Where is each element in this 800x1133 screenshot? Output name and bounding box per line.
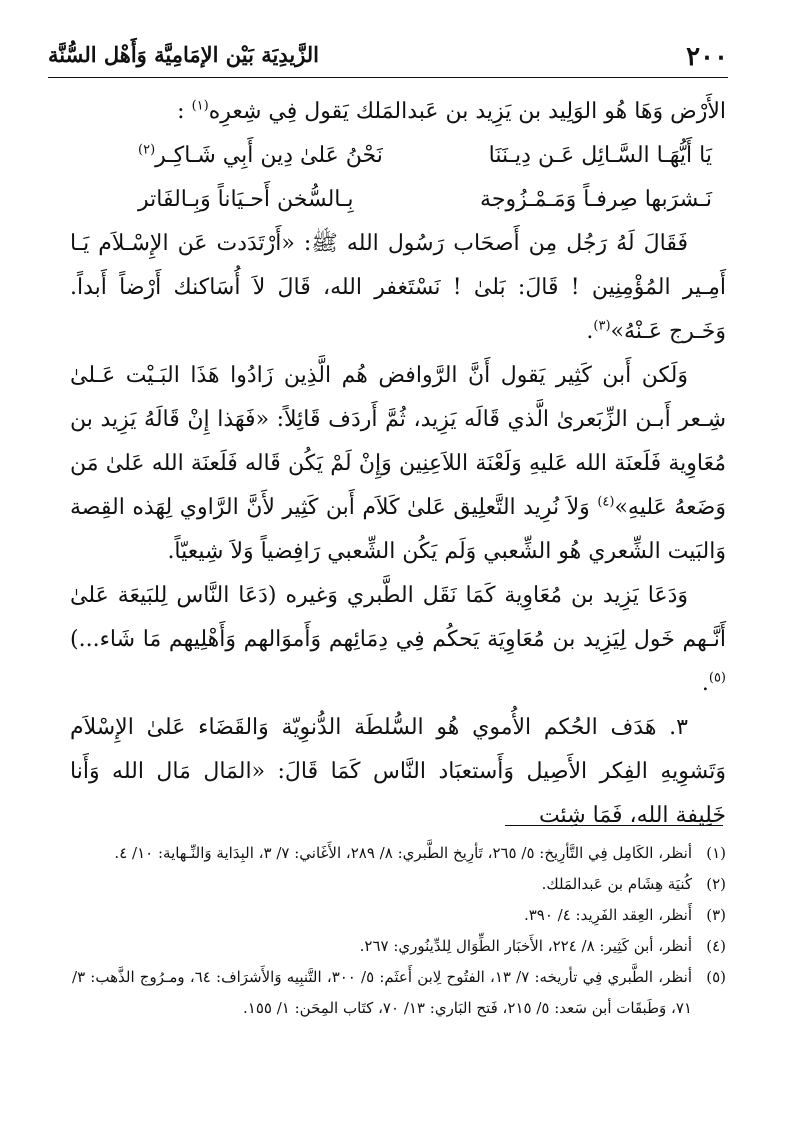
- footnote-text: أنظر، أبن كَثِير: ٨/ ٢٢٤، الأَخبَار الطِّوَال لِلدِّينُوري: ٢٦٧.: [359, 937, 692, 955]
- verse-hemistich: بِـالسُّخن أَحـيَاناً وَبِـالفَاتر: [138, 187, 354, 212]
- footnote: [72, 962, 726, 1024]
- page-number: ٢٠٠: [686, 42, 728, 72]
- footnote-ref: (٣): [593, 318, 611, 334]
- footnote-ref: (٢): [138, 142, 156, 158]
- footnote: [72, 931, 726, 962]
- verse-line: [70, 134, 726, 178]
- paragraph: [70, 90, 726, 134]
- paragraph: [70, 706, 726, 838]
- verse-line: [70, 178, 726, 222]
- footnote-number: (٤): [706, 937, 726, 955]
- verse-hemistich-container: [138, 134, 383, 178]
- footnote-ref: (٥): [708, 670, 726, 686]
- verse-hemistich: نَحْنُ عَلىٰ دِين أَبِي شَـاكِـر: [155, 143, 383, 168]
- footnote-text: أنظر، الكَامِل فِي التَّأرِيخ: ٥/ ٢٦٥، تَأرِيخ الطَّبري: ٨/ ٢٨٩، الأَغَاني: ٧/ ٣، البِدَاية وَالنِّـهاية: ١٠/ ٤.: [114, 844, 692, 862]
- footnote-number: (١): [706, 844, 726, 862]
- paragraph-text: الأَرْض وَهَا هُو الوَلِيد بن يَزِيد بن عَبدالمَلك يَقول فِي شِعرِه: [208, 99, 726, 124]
- verse-hemistich: يَا أَيُّهَـا السَّـائِل عَـن دِيـنَنَا: [488, 143, 712, 168]
- paragraph-text: وَلاَ نُرِيد التَّعلِيق عَلىٰ كَلاَم أَبن كَثِير لأَنَّ الرَّاوي لِهَذه القِصة وَالبَيت الشِّعري هُو الشِّعبي وَلَم يَكُن الشِّعبي رَافِضياً وَلاَ شِيعيّاً.: [70, 495, 726, 564]
- verse-hemistich: نَـشرَبها صِرفـاً وَمَـمْـزُوجة: [480, 187, 712, 212]
- footnote-text: أَنظر، العِقد الفَرِيد: ٤/ ٣٩٠.: [523, 906, 692, 924]
- footnote: [72, 900, 726, 931]
- paragraph: [70, 574, 726, 706]
- running-title: الزَّيدِيَة بَيْن الإمَامِيَّة وَأَهْل السُّنَّة: [48, 42, 320, 67]
- footnote-ref: (١): [191, 98, 209, 114]
- paragraph-text: فَقَالَ لَهُ رَجُل مِن أَصحَاب رَسُول الله ﷺ: «أَرْتَدَدت عَن الإِسْـلاَم يَـا أَمِـير المُؤْمِنِين ! قَالَ: بَلىٰ ! نَسْتَغفر الله، قَالَ لاَ أُسَاكنك أَرْضاً أَبداً. وَخَـرج عَـنْهُ»: [70, 231, 726, 344]
- page-header: [48, 36, 728, 76]
- footnote: [72, 838, 726, 869]
- footnote-ref: (٤): [597, 494, 615, 510]
- footnote: [72, 869, 726, 900]
- paragraph-text: :: [177, 99, 192, 124]
- paragraph-text: .: [701, 671, 709, 696]
- footnote-number: (٢): [706, 875, 726, 893]
- paragraph-text: وَدَعَا يَزِيد بن مُعَاوِية كَمَا نَقَل الطَّبري وَغيره (دَعَا النَّاس لِلبَيعَة عَلىٰ أَنَّـهم خَول لِيَزِيد بن مُعَاوِيَة يَحكُم فِي دِمَائِهم وَأَموَالهم وَأَهْلِيهم مَا شَاء...): [70, 583, 726, 652]
- paragraph: [70, 354, 726, 574]
- footnote-rule: [505, 825, 723, 826]
- footnote-number: (٥): [706, 968, 726, 986]
- footnote-number: (٣): [706, 906, 726, 924]
- header-rule: [48, 77, 728, 78]
- paragraph-text: وَلَكن أَبن كَثِير يَقول أَنَّ الرَّوافض هُم الَّذِين زَادُوا هَذَا البَـيْت عَـلىٰ شِـعر أَبـن الزِّبَعرىٰ الَّذي قَالَه يَزِيد، ثُمَّ أَردَف قَائِلاً: «فَهَذا إِنْ قَالَهُ يَزِيد بن مُعَاوِية فَلَعنَة الله عَليهِ وَلَعْنَة اللاَعِنِين وَإِنْ لَمْ يَكُن قَاله فَلَعنَة الله عَلىٰ مَن وَضَعهُ عَليهِ»: [70, 363, 726, 520]
- footnote-text: أنظر، الطَّبري فِي تأريخه: ٧/ ١٣، الفتُوح لِابن أَعثَم: ٥/ ٣٠٠، التَّنبِيه وَالأَشرَاف: ٦٤، ومـرُوج الذَّهب: ٣/ ٧١، وَطَبقَات أبن سَعد: ٥/ ٢١٥، فَتح البَاري: ١٣/ ٧٠، كتَاب المِحَن: ١/ ١٥٥.: [72, 968, 692, 1017]
- footnotes: [72, 838, 726, 1024]
- paragraph-text: .: [586, 319, 594, 344]
- footnote-text: كُنيَة هِشَام بن عَبدالمَلك.: [541, 875, 692, 893]
- paragraph-text: ٣. هَدَف الحُكم الأُموي هُو السُّلطَة الدُّنوِيّة وَالقَضَاء عَلىٰ الإِسْلاَم وَتَشوِيهِ الفِكر الأَصِيل وَأَستعبَاد النَّاس كَمَا قَالَ: «المَال مَال الله وَأَنا خَلِيفة الله، فَمَا شِئت: [70, 715, 726, 828]
- paragraph: [70, 222, 726, 354]
- main-text: [70, 90, 726, 838]
